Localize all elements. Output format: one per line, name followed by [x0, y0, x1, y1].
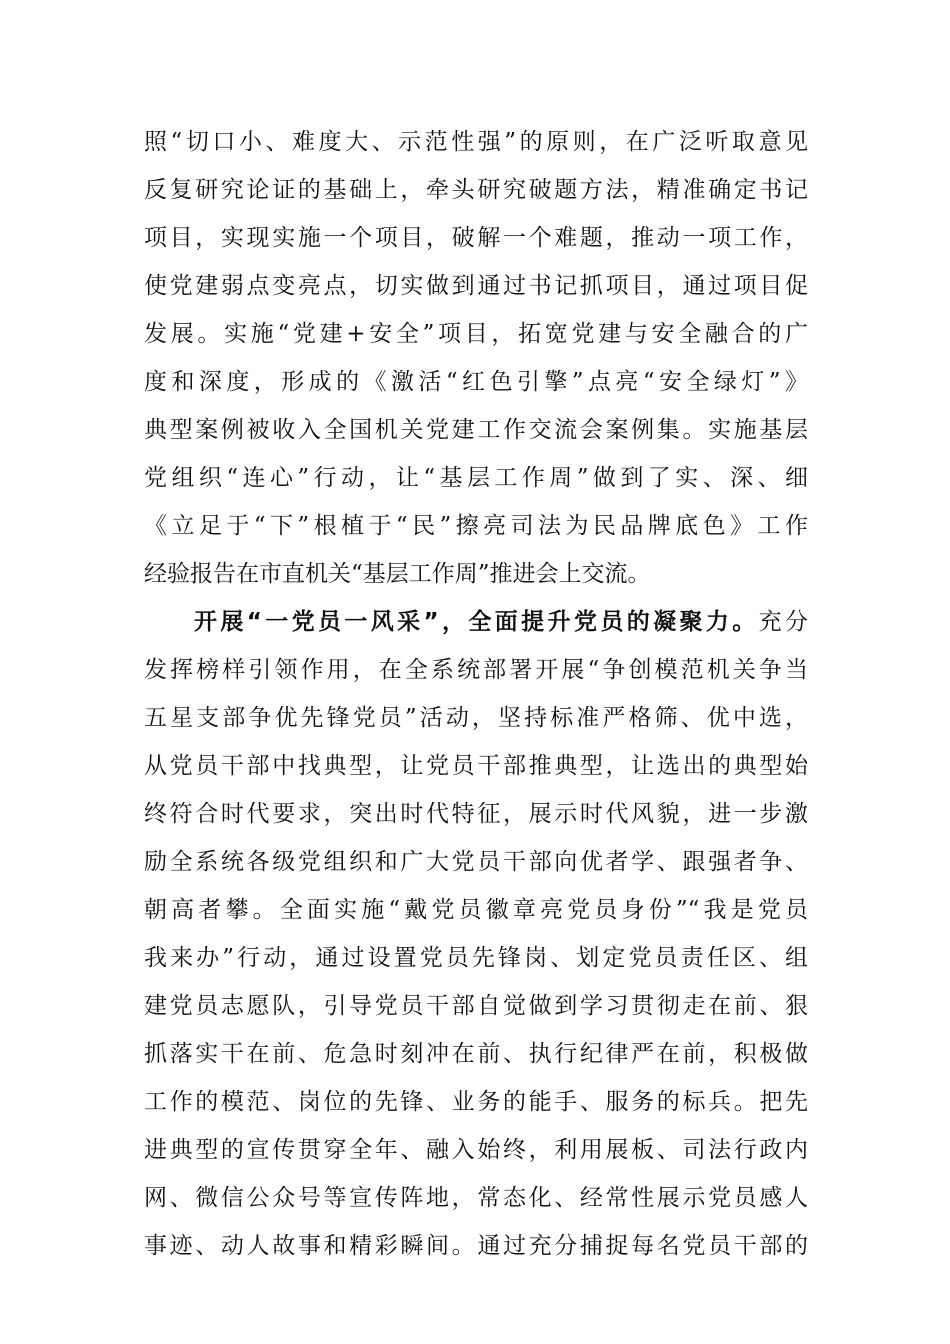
paragraph-line: 抓落实干在前、危急时刻冲在前、执行纪律严在前，积极做 — [144, 1041, 808, 1067]
paragraph-line: 典型案例被收入全国机关党建工作交流会案例集。实施基层 — [144, 417, 808, 443]
paragraph-line: 进典型的宣传贯穿全年、融入始终，利用展板、司法行政内 — [144, 1137, 808, 1163]
paragraph-line: 党组织“连心”行动，让“基层工作周”做到了实、深、细 — [144, 465, 808, 491]
paragraph-line: 照“切口小、难度大、示范性强”的原则，在广泛听取意见 — [144, 129, 808, 155]
paragraph-line: 经验报告在市直机关“基层工作周”推进会上交流。 — [144, 561, 651, 587]
heading-continuation: 充分 — [758, 609, 808, 635]
document-page — [144, 118, 808, 1270]
paragraph-line: 从党员干部中找典型，让党员干部推典型，让选出的典型始 — [144, 753, 808, 779]
paragraph-line: 终符合时代要求，突出时代特征，展示时代风貌，进一步激 — [144, 801, 808, 827]
paragraph-line: 朝高者攀。全面实施“戴党员徽章亮党员身份”“我是党员 — [144, 897, 808, 923]
paragraph-line: 建党员志愿队，引导党员干部自觉做到学习贯彻走在前、狠 — [144, 993, 808, 1019]
section-heading: 开展“一党员一风采”，全面提升党员的凝聚力。 — [194, 609, 759, 635]
paragraph-line: 励全系统各级党组织和广大党员干部向优者学、跟强者争、 — [144, 849, 808, 875]
paragraph-line: 《立足于“下”根植于“民”擦亮司法为民品牌底色》工作 — [144, 513, 808, 539]
paragraph-line: 网、微信公众号等宣传阵地，常态化、经常性展示党员感人 — [144, 1185, 808, 1211]
paragraph-line: 发展。实施“党建+安全”项目，拓宽党建与安全融合的广 — [144, 321, 808, 347]
paragraph-line: 反复研究论证的基础上，牵头研究破题方法，精准确定书记 — [144, 177, 808, 203]
paragraph-line: 度和深度，形成的《激活“红色引擎”点亮“安全绿灯”》 — [144, 369, 808, 395]
paragraph-1 — [144, 118, 808, 598]
paragraph-line: 五星支部争优先锋党员”活动，坚持标准严格筛、优中选， — [144, 705, 808, 731]
paragraph-line: 我来办”行动，通过设置党员先锋岗、划定党员责任区、组 — [144, 945, 808, 971]
paragraph-line: 项目，实现实施一个项目，破解一个难题，推动一项工作， — [144, 225, 808, 251]
paragraph-line: 工作的模范、岗位的先锋、业务的能手、服务的标兵。把先 — [144, 1089, 808, 1115]
paragraph-line: 事迹、动人故事和精彩瞬间。通过充分捕捉每名党员干部的 — [144, 1233, 808, 1259]
paragraph-line: 发挥榜样引领作用，在全系统部署开展“争创模范机关争当 — [144, 657, 808, 683]
paragraph-2 — [144, 598, 808, 1270]
paragraph-first-line — [144, 598, 808, 646]
paragraph-line: 使党建弱点变亮点，切实做到通过书记抓项目，通过项目促 — [144, 273, 808, 299]
